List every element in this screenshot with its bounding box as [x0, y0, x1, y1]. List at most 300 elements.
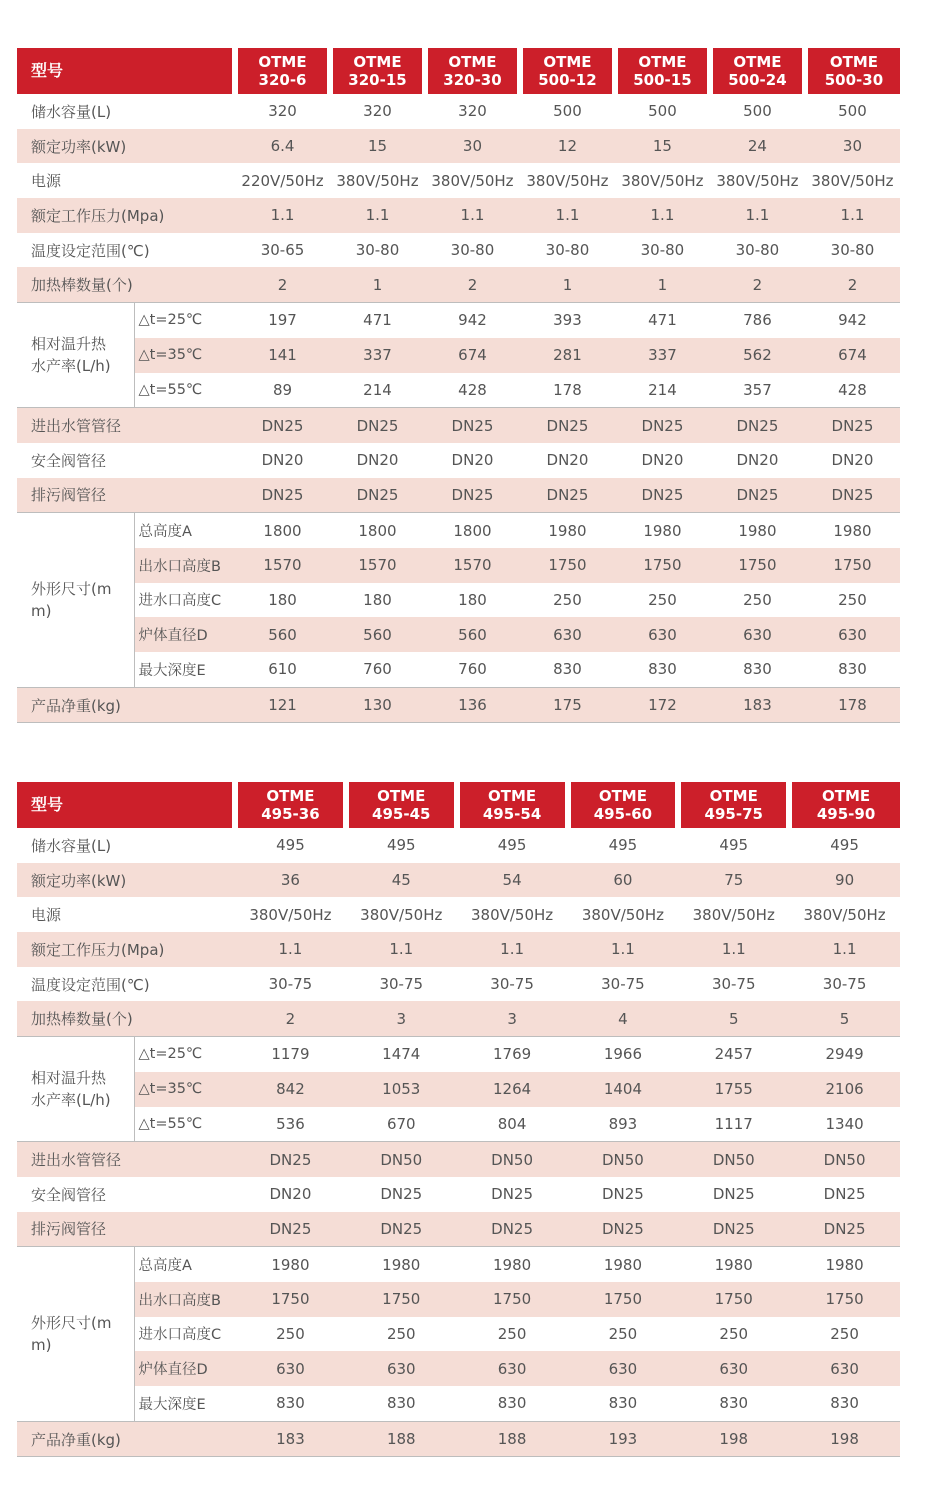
value-cell: 804 [457, 1107, 568, 1142]
model-header-cell [710, 48, 805, 94]
value-cell: 183 [710, 687, 805, 723]
value-cell: 4 [568, 1001, 679, 1036]
sub-row-label: 进水口高度C [138, 1327, 222, 1344]
sub-row-label: △t=25℃ [138, 312, 203, 329]
value-cell: DN50 [568, 1142, 679, 1177]
value-cell: 830 [235, 1386, 346, 1421]
model-series: OTME [598, 787, 647, 805]
model-header-cell [805, 48, 900, 94]
table-row [17, 338, 900, 373]
row-label: 电源 [31, 906, 62, 925]
value-cell: DN20 [261, 451, 304, 470]
sub-row-label: △t=25℃ [138, 1046, 203, 1063]
value-cell: DN20 [269, 1185, 312, 1204]
table-row [17, 233, 900, 268]
value-cell: 3 [457, 1001, 568, 1036]
model-number: 500-15 [633, 71, 692, 89]
model-number: 495-60 [593, 805, 653, 823]
value-cell: 428 [805, 373, 900, 408]
value-cell: 30-75 [822, 975, 867, 994]
model-series: OTME [638, 53, 687, 71]
model-label: 型号 [17, 782, 235, 828]
value-cell: 560 [425, 617, 520, 652]
value-cell: 1750 [346, 1282, 457, 1317]
value-cell: 495 [386, 836, 416, 855]
value-cell: 495 [719, 836, 749, 855]
value-cell: DN25 [380, 1185, 423, 1204]
row-label: 进出水管管径 [17, 408, 235, 443]
table-row [17, 1037, 900, 1072]
value-cell: 30-65 [260, 241, 305, 260]
value-cell: 193 [568, 1421, 679, 1457]
model-number: 495-45 [372, 805, 431, 823]
model-number: 500-30 [824, 71, 884, 89]
model-series: OTME [543, 53, 592, 71]
value-cell: 198 [678, 1421, 789, 1457]
value-cell: 5 [678, 1001, 789, 1036]
value-cell: 1980 [738, 521, 777, 540]
value-cell: DN25 [457, 1212, 568, 1247]
row-label: 排污阀管径 [17, 1212, 235, 1247]
value-cell: DN25 [520, 478, 615, 513]
value-cell: 562 [710, 338, 805, 373]
table-row [17, 94, 900, 129]
value-cell: 214 [330, 373, 425, 408]
row-label: 排污阀管径 [17, 478, 235, 513]
value-cell: 674 [425, 338, 520, 373]
header-row [17, 782, 900, 828]
model-number: 495-75 [704, 805, 763, 823]
value-cell: 471 [648, 311, 677, 330]
value-cell: 1.1 [789, 932, 900, 967]
row-label: 电源 [31, 172, 62, 191]
value-cell: 2 [805, 267, 900, 302]
value-cell: 1404 [568, 1072, 679, 1107]
table-row [17, 1142, 900, 1177]
value-cell: 281 [520, 338, 615, 373]
value-cell: 380V/50Hz [581, 905, 664, 924]
value-cell: 30-80 [830, 241, 875, 260]
table-row [17, 652, 900, 687]
value-cell: 250 [608, 1324, 638, 1343]
table-row [17, 1386, 900, 1421]
value-cell: 198 [789, 1421, 900, 1457]
value-cell: 1980 [492, 1255, 532, 1274]
sub-row-label: 最大深度E [134, 1386, 235, 1421]
model-header-cell [568, 782, 679, 828]
value-cell: 1750 [235, 1282, 346, 1317]
value-cell: 942 [838, 311, 867, 330]
value-cell: 830 [346, 1386, 457, 1421]
value-cell: 75 [678, 863, 789, 898]
value-cell: 30-80 [640, 241, 685, 260]
value-cell: 760 [330, 652, 425, 687]
value-cell: 178 [805, 687, 900, 723]
row-label: 温度设定范围(℃) [31, 241, 150, 260]
value-cell: 830 [710, 652, 805, 687]
sub-row-label: 出水口高度B [134, 1282, 235, 1317]
value-cell: 12 [520, 129, 615, 164]
value-cell: 136 [425, 687, 520, 723]
row-label: 储水容量(L) [31, 102, 112, 121]
group-label: 相对温升热水产率(L/h) [17, 1037, 134, 1142]
table-row [17, 1247, 900, 1282]
value-cell: 30 [805, 129, 900, 164]
value-cell: 1980 [548, 521, 587, 540]
model-header-cell [678, 782, 789, 828]
value-cell: DN20 [451, 451, 494, 470]
value-cell: 178 [520, 373, 615, 408]
table-row [17, 443, 900, 478]
value-cell: 380V/50Hz [811, 171, 894, 190]
model-header-cell [425, 48, 520, 94]
value-cell: 250 [830, 1324, 859, 1343]
value-cell: 24 [710, 129, 805, 164]
table-row [17, 1317, 900, 1352]
value-cell: 1.1 [805, 198, 900, 233]
value-cell: 250 [386, 1324, 416, 1343]
value-cell: 3 [346, 1001, 457, 1036]
value-cell: 786 [743, 311, 772, 330]
value-cell: DN25 [601, 1185, 644, 1204]
value-cell: 1980 [714, 1255, 753, 1274]
value-cell: 250 [719, 1324, 749, 1343]
value-cell: 30-75 [268, 975, 313, 994]
value-cell: DN50 [789, 1142, 900, 1177]
value-cell: DN25 [235, 1142, 346, 1177]
value-cell: DN25 [615, 408, 710, 443]
value-cell: 1750 [805, 548, 900, 583]
value-cell: 380V/50Hz [692, 905, 775, 924]
value-cell: 130 [330, 687, 425, 723]
value-cell: DN25 [425, 408, 520, 443]
value-cell: 560 [235, 617, 330, 652]
value-cell: 495 [830, 836, 859, 855]
value-cell: DN25 [678, 1212, 789, 1247]
value-cell: 500 [553, 102, 582, 121]
value-cell: 250 [838, 590, 867, 609]
table-row [17, 1072, 900, 1107]
value-cell: 393 [553, 311, 582, 330]
value-cell: DN25 [330, 408, 425, 443]
value-cell: 2457 [714, 1045, 753, 1064]
value-cell: 15 [330, 129, 425, 164]
value-cell: 1 [520, 267, 615, 302]
value-cell: 500 [743, 102, 772, 121]
value-cell: 1.1 [235, 932, 346, 967]
table-row [17, 828, 900, 863]
row-label: 产品净重(kg) [17, 1421, 235, 1457]
spec-table-1 [17, 48, 900, 723]
row-label: 加热棒数量(个) [17, 267, 235, 302]
row-label: 储水容量(L) [31, 836, 112, 855]
value-cell: DN25 [235, 478, 330, 513]
value-cell: 250 [743, 590, 772, 609]
value-cell: 2 [710, 267, 805, 302]
table-row [17, 1212, 900, 1247]
table-row [17, 163, 900, 198]
value-cell: 1.1 [568, 932, 679, 967]
value-cell: 1.1 [425, 198, 520, 233]
row-label: 额定工作压力(Mpa) [17, 932, 235, 967]
value-cell: 1.1 [520, 198, 615, 233]
value-cell: 1800 [453, 521, 492, 540]
value-cell: 30-80 [355, 241, 400, 260]
value-cell: 180 [458, 590, 487, 609]
value-cell: DN25 [520, 408, 615, 443]
row-label: 安全阀管径 [31, 1185, 107, 1204]
value-cell: 630 [678, 1351, 789, 1386]
value-cell: 357 [710, 373, 805, 408]
value-cell: 250 [648, 590, 677, 609]
value-cell: 1966 [603, 1045, 642, 1064]
sub-row-label: 总高度A [138, 524, 192, 541]
table-row [17, 897, 900, 932]
table-row [17, 1351, 900, 1386]
value-cell: 500 [838, 102, 867, 121]
model-series: OTME [353, 53, 402, 71]
value-cell: 1750 [457, 1282, 568, 1317]
value-cell: 495 [497, 836, 527, 855]
value-cell: 220V/50Hz [241, 171, 324, 190]
value-cell: DN25 [330, 478, 425, 513]
value-cell: 6.4 [235, 129, 330, 164]
value-cell: 30-80 [450, 241, 495, 260]
sub-row-label: 总高度A [138, 1258, 192, 1275]
model-series: OTME [709, 787, 758, 805]
value-cell: 630 [346, 1351, 457, 1386]
model-series: OTME [377, 787, 426, 805]
value-cell: 1.1 [235, 198, 330, 233]
value-cell: 30 [425, 129, 520, 164]
value-cell: DN25 [805, 408, 900, 443]
value-cell: 30-75 [490, 975, 534, 994]
value-cell: 90 [789, 863, 900, 898]
table-row [17, 1107, 900, 1142]
value-cell: 1.1 [678, 932, 789, 967]
model-series: OTME [821, 787, 871, 805]
value-cell: 30-75 [711, 975, 756, 994]
sub-row-label: 炉体直径D [134, 617, 235, 652]
model-header-cell [330, 48, 425, 94]
sub-row-label: △t=35℃ [134, 1072, 235, 1107]
value-cell: 830 [805, 652, 900, 687]
value-cell: DN20 [736, 451, 779, 470]
table-row [17, 267, 900, 302]
value-cell: 1980 [643, 521, 682, 540]
model-series: OTME [488, 787, 537, 805]
value-cell: 610 [235, 652, 330, 687]
table-row [17, 1001, 900, 1036]
table-row [17, 617, 900, 652]
group-label: 相对温升热水产率(L/h) [17, 303, 134, 408]
value-cell: 495 [276, 836, 305, 855]
value-cell: 1264 [457, 1072, 568, 1107]
value-cell: 5 [789, 1001, 900, 1036]
value-cell: 380V/50Hz [336, 171, 419, 190]
table-row [17, 198, 900, 233]
sub-row-label: 出水口高度B [134, 548, 235, 583]
model-header-cell [235, 48, 330, 94]
table-row [17, 932, 900, 967]
value-cell: DN20 [641, 451, 684, 470]
value-cell: 1117 [678, 1107, 789, 1142]
sub-row-label: △t=55℃ [134, 1107, 235, 1142]
table-row [17, 1282, 900, 1317]
table-row [17, 129, 900, 164]
value-cell: 1570 [235, 548, 330, 583]
value-cell: 337 [615, 338, 710, 373]
value-cell: 830 [457, 1386, 568, 1421]
value-cell: 1570 [330, 548, 425, 583]
value-cell: 380V/50Hz [526, 171, 609, 190]
value-cell: 380V/50Hz [803, 905, 886, 924]
spec-table-2 [17, 782, 900, 1457]
value-cell: 250 [553, 590, 582, 609]
value-cell: 197 [268, 311, 297, 330]
row-label: 进出水管管径 [17, 1142, 235, 1177]
value-cell: 630 [568, 1351, 679, 1386]
value-cell: DN25 [235, 1212, 346, 1247]
model-number: 320-15 [348, 71, 407, 89]
value-cell: 1750 [678, 1282, 789, 1317]
value-cell: 630 [805, 617, 900, 652]
value-cell: 830 [678, 1386, 789, 1421]
model-label: 型号 [17, 48, 235, 94]
value-cell: 54 [457, 863, 568, 898]
value-cell: 630 [789, 1351, 900, 1386]
table-row [17, 478, 900, 513]
value-cell: 214 [615, 373, 710, 408]
value-cell: 536 [235, 1107, 346, 1142]
sub-row-label: 最大深度E [134, 652, 235, 687]
model-header-cell [789, 782, 900, 828]
value-cell: 630 [520, 617, 615, 652]
value-cell: DN50 [457, 1142, 568, 1177]
value-cell: 172 [615, 687, 710, 723]
value-cell: 842 [235, 1072, 346, 1107]
group-label: 外形尺寸(mm) [17, 513, 134, 687]
value-cell: 1.1 [330, 198, 425, 233]
value-cell: 30-80 [545, 241, 590, 260]
value-cell: DN25 [568, 1212, 679, 1247]
model-header-cell [520, 48, 615, 94]
value-cell: 942 [458, 311, 487, 330]
model-series: OTME [733, 53, 782, 71]
model-series: OTME [266, 787, 315, 805]
value-cell: 830 [615, 652, 710, 687]
value-cell: 1179 [271, 1045, 310, 1064]
value-cell: 1980 [382, 1255, 421, 1274]
value-cell: 2949 [825, 1045, 864, 1064]
model-series: OTME [448, 53, 497, 71]
row-label: 加热棒数量(个) [17, 1001, 235, 1036]
table-row [17, 583, 900, 618]
value-cell: 1.1 [615, 198, 710, 233]
value-cell: 830 [789, 1386, 900, 1421]
sub-row-label: 炉体直径D [134, 1351, 235, 1386]
table-row [17, 548, 900, 583]
value-cell: 1.1 [457, 932, 568, 967]
value-cell: 1980 [833, 521, 872, 540]
value-cell: 30-75 [379, 975, 424, 994]
value-cell: 337 [330, 338, 425, 373]
value-cell: 180 [363, 590, 392, 609]
value-cell: 560 [330, 617, 425, 652]
value-cell: DN50 [346, 1142, 457, 1177]
model-number: 500-12 [538, 71, 597, 89]
value-cell: 1980 [603, 1255, 642, 1274]
value-cell: 893 [568, 1107, 679, 1142]
value-cell: 1800 [358, 521, 397, 540]
value-cell: 830 [520, 652, 615, 687]
value-cell: 175 [520, 687, 615, 723]
value-cell: 1053 [346, 1072, 457, 1107]
value-cell: 380V/50Hz [360, 905, 443, 924]
value-cell: 760 [425, 652, 520, 687]
table-row [17, 408, 900, 443]
value-cell: 2 [235, 1001, 346, 1036]
value-cell: 320 [458, 102, 487, 121]
value-cell: 1750 [615, 548, 710, 583]
value-cell: 630 [710, 617, 805, 652]
value-cell: 320 [268, 102, 297, 121]
model-number: 500-24 [728, 71, 787, 89]
value-cell: 121 [235, 687, 330, 723]
value-cell: 60 [568, 863, 679, 898]
value-cell: DN25 [346, 1212, 457, 1247]
sub-row-label: △t=35℃ [134, 338, 235, 373]
value-cell: 1750 [789, 1282, 900, 1317]
value-cell: 1980 [271, 1255, 310, 1274]
value-cell: 1 [615, 267, 710, 302]
value-cell: DN25 [805, 478, 900, 513]
value-cell: 188 [346, 1421, 457, 1457]
value-cell: 183 [235, 1421, 346, 1457]
model-series: OTME [258, 53, 307, 71]
value-cell: DN25 [491, 1185, 534, 1204]
table-row [17, 373, 900, 408]
model-header-cell [615, 48, 710, 94]
value-cell: 471 [363, 311, 392, 330]
value-cell: DN25 [615, 478, 710, 513]
value-cell: DN25 [710, 478, 805, 513]
value-cell: 180 [268, 590, 297, 609]
value-cell: 1800 [263, 521, 302, 540]
table-row [17, 1177, 900, 1212]
model-series: OTME [829, 53, 879, 71]
value-cell: 630 [457, 1351, 568, 1386]
value-cell: DN25 [789, 1212, 900, 1247]
value-cell: 2106 [789, 1072, 900, 1107]
value-cell: 15 [615, 129, 710, 164]
value-cell: 630 [615, 617, 710, 652]
value-cell: 1474 [382, 1045, 421, 1064]
value-cell: 428 [425, 373, 520, 408]
value-cell: 380V/50Hz [470, 905, 554, 924]
row-label: 温度设定范围(℃) [31, 975, 150, 994]
value-cell: DN20 [356, 451, 399, 470]
value-cell: 1340 [789, 1107, 900, 1142]
value-cell: 380V/50Hz [249, 905, 332, 924]
value-cell: 670 [346, 1107, 457, 1142]
model-header-cell [457, 782, 568, 828]
value-cell: 380V/50Hz [716, 171, 799, 190]
value-cell: 1769 [492, 1045, 532, 1064]
value-cell: 830 [568, 1386, 679, 1421]
sub-row-label: △t=55℃ [134, 373, 235, 408]
row-label: 额定工作压力(Mpa) [17, 198, 235, 233]
